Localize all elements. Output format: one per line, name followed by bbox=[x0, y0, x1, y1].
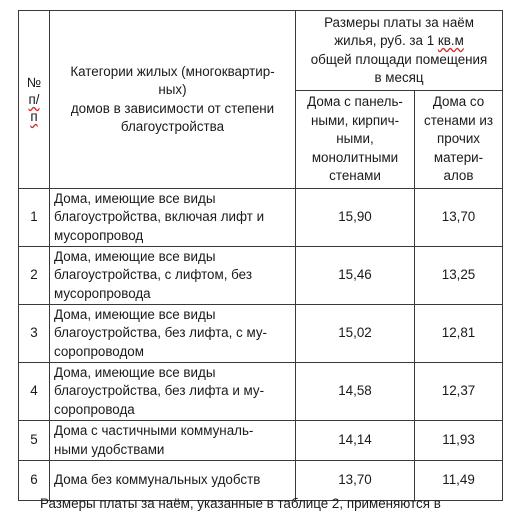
header-panel-walls-cell bbox=[296, 91, 415, 189]
header-rates-unit: кв.м bbox=[437, 33, 464, 48]
row-category-line: благоустройства, с лифтом, без bbox=[54, 267, 252, 283]
row-category-line: Дома, имеющие все виды bbox=[54, 248, 216, 264]
header-other-line: прочих bbox=[437, 131, 481, 147]
table-row bbox=[19, 189, 503, 247]
row-other-rate: 11,93 bbox=[415, 421, 503, 461]
row-panel-rate: 15,90 bbox=[296, 189, 415, 247]
header-other-walls-cell bbox=[415, 91, 503, 189]
row-panel-rate: 15,02 bbox=[296, 305, 415, 363]
row-other-rate: 12,81 bbox=[415, 305, 503, 363]
header-category-line: ных) bbox=[158, 82, 187, 97]
row-category-line: Дома без коммунальных удобств bbox=[54, 472, 261, 488]
rent-rates-table bbox=[18, 10, 503, 501]
header-rates-line: общей площади помещения bbox=[310, 51, 488, 67]
row-number: 4 bbox=[19, 363, 50, 421]
table-row bbox=[19, 461, 503, 501]
table-row bbox=[19, 305, 503, 363]
header-other-line: матери- bbox=[433, 149, 484, 165]
header-rates-line: Размеры платы за наём bbox=[324, 14, 474, 30]
table-row bbox=[19, 363, 503, 421]
row-category-line: Дома, имеющие все виды bbox=[54, 190, 216, 206]
footer-paragraph: Размеры платы за наём, указанные в таблице 2, применяются в bbox=[40, 496, 441, 511]
row-category bbox=[50, 189, 296, 247]
row-category-line: благоустройства, включая лифт и bbox=[54, 209, 265, 225]
header-panel-line: ными, кирпич- bbox=[310, 112, 400, 128]
header-category-cell bbox=[50, 11, 296, 189]
table-row bbox=[19, 247, 503, 305]
header-panel-line: монолитными bbox=[311, 149, 399, 165]
row-number: 5 bbox=[19, 421, 50, 461]
header-category-line: домов в зависимости от степени bbox=[70, 100, 275, 116]
header-rates-line: жилья, руб. за 1 кв.м bbox=[334, 33, 464, 48]
row-panel-rate: 13,70 bbox=[296, 461, 415, 501]
row-panel-rate: 14,14 bbox=[296, 421, 415, 461]
row-other-rate: 12,37 bbox=[415, 363, 503, 421]
row-category bbox=[50, 247, 296, 305]
row-number: 2 bbox=[19, 247, 50, 305]
row-category-line: соропровода bbox=[54, 401, 135, 417]
row-category-line: Дома, имеющие все виды bbox=[54, 364, 216, 380]
row-category bbox=[50, 363, 296, 421]
header-other-line: алов bbox=[443, 168, 474, 184]
header-number-line: п bbox=[30, 109, 38, 124]
row-category-line: благоустройства, без лифта и му- bbox=[54, 383, 265, 399]
header-rates-line: в месяц bbox=[374, 70, 424, 85]
header-number-line: п/ bbox=[28, 92, 40, 107]
row-category-line: ными удобствами bbox=[54, 441, 165, 457]
header-panel-line: стенами bbox=[329, 168, 381, 184]
row-category-line: Дома, имеющие все виды bbox=[54, 306, 216, 322]
row-other-rate: 13,70 bbox=[415, 189, 503, 247]
row-category bbox=[50, 461, 296, 501]
header-other-line: Дома со bbox=[432, 94, 485, 110]
header-number-cell bbox=[19, 11, 50, 189]
header-panel-line: ными, bbox=[336, 131, 374, 147]
row-category-line: соропроводом bbox=[54, 343, 144, 359]
row-category-line: мусоропровод bbox=[54, 227, 144, 243]
table-row bbox=[19, 421, 503, 461]
header-number-line: № bbox=[26, 75, 42, 90]
row-category bbox=[50, 421, 296, 461]
row-panel-rate: 15,46 bbox=[296, 247, 415, 305]
row-number: 1 bbox=[19, 189, 50, 247]
row-category bbox=[50, 305, 296, 363]
header-rates-group-cell bbox=[296, 11, 503, 91]
row-other-rate: 11,49 bbox=[415, 461, 503, 501]
header-category-line: благоустройства bbox=[120, 119, 225, 134]
row-category-line: Дома с частичными коммуналь- bbox=[54, 423, 254, 438]
row-other-rate: 13,25 bbox=[415, 247, 503, 305]
row-number: 3 bbox=[19, 305, 50, 363]
header-panel-line: Дома с панель- bbox=[307, 94, 403, 110]
row-category-line: благоустройства, без лифта, с му- bbox=[54, 325, 267, 341]
header-row-top bbox=[19, 11, 503, 91]
row-panel-rate: 14,58 bbox=[296, 363, 415, 421]
row-category-line: мусоропровода bbox=[54, 285, 151, 301]
header-other-line: стенами из bbox=[424, 112, 493, 128]
header-category-line: Категории жилых (многоквартир- bbox=[70, 63, 275, 79]
row-number: 6 bbox=[19, 461, 50, 501]
